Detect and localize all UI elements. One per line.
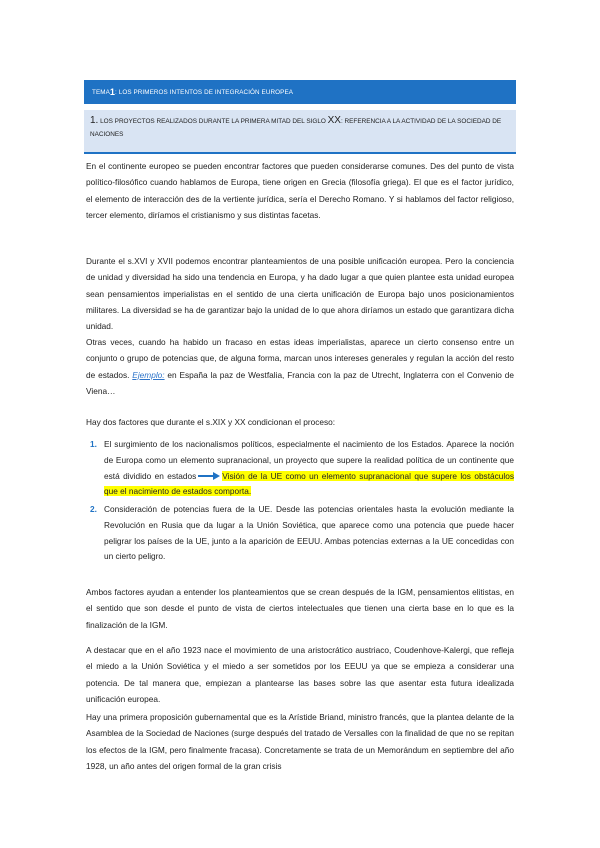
paragraph-1 — [86, 158, 514, 223]
section-number: 1. — [90, 115, 99, 126]
paragraph-5 — [86, 584, 514, 633]
section-heading — [84, 110, 516, 154]
paragraph-6-text: A destacar que en el año 1923 nace el movimiento de una aristocrático austriaco, Coudenhove-Kalergi, que refleja el miedo a la Unión Soviética y el miedo a ser sometidos por los EEUU ya que se empieza a considerar una potencia. De tal manera que, empiezan a plantearse las bases sobre las que asentar esta futura idealizada unificación europea. — [86, 645, 514, 704]
topic-header — [84, 80, 516, 104]
paragraph-6 — [86, 642, 514, 707]
list-item-number: 1. — [90, 439, 97, 449]
paragraph-2-text: Durante el s.XVI y XVII podemos encontrar planteamientos de una posible unificación europea. Pero la conciencia de unidad y diversidad ha sido una tendencia en Europa, y ha dado lugar a que quien plantee esta unidad europea sean pensamientos imperialistas en el sentido de una cierta unificación de Europa bajo unos posicionamientos militares. La diversidad se ha de garantizar bajo la unidad de lo que ahora diríamos un estado que garantizara dicha unidad. — [86, 256, 514, 332]
paragraph-7 — [86, 709, 514, 774]
paragraph-5-text: Ambos factores ayudan a entender los planteamientos que se crean después de la IGM, pensamientos elitistas, en el sentido que son desde el punto de vista de ciertos intelectuales que tienen una cierta base en lo que es la finalización de la IGM. — [86, 587, 514, 630]
topic-title: : LOS PRIMEROS INTENTOS DE INTEGRACIÓN EUROPEA — [115, 88, 294, 96]
list-item-text: El surgimiento de los nacionalismos políticos, especialmente el nacimiento de los Estados. Aparece la noción de Europa como un elemento supranacional, un proyecto que supere la realidad política de un continente que está dividido en estados — [104, 439, 514, 481]
paragraph-1-text: En el continente europeo se pueden encontrar factores que pueden considerarse comunes. Des del punto de vista político-filosófico cuando hablamos de Europa, tiene origen en Grecia (filosofía griega). El que es el factor jurídico, el elemento de interacción des de la vertiente jurídica, sería el Derecho Romano. Y si hablamos del factor religioso, tercer elemento, diríamos el cristianismo y sus distintas facetas. — [86, 161, 514, 220]
list-item-number: 2. — [90, 504, 97, 514]
section-title-part2: : REFERENCIA A LA ACTIVIDAD DE LA SOCIEDAD DE NACIONES — [90, 118, 502, 138]
list-item — [90, 502, 514, 565]
paragraph-3-text-before: Otras veces, cuando ha habido un fracaso en estas ideas imperialistas, aparece un cierto consenso entre un conjunto o grupo de potencias que, de alguna forma, marcan unos intereses generales y regulan la acción del resto de estados. — [86, 337, 514, 380]
arrow-right-icon — [198, 472, 220, 480]
list-item-text: Consideración de potencias fuera de la UE. Desde las potencias orientales hasta la evolución mediante la Revolución en Rusia que da lugar a la Unión Soviética, que aparece como una potencia que puede hacer peligrar los países de la UE, junto a la aparición de EEUU. Ambas potencias externas a la UE concedidas con un cierto peligro. — [104, 504, 514, 562]
paragraph-3 — [86, 334, 514, 399]
section-century: XX — [327, 115, 341, 126]
paragraph-4-text: Hay dos factores que durante el s.XIX y XX condicionan el proceso: — [86, 417, 336, 427]
paragraph-3-text-after: en España la paz de Westfalia, Francia con la paz de Utrecht, Inglaterra con el Convenio de Viena… — [86, 369, 514, 396]
highlighted-note: Visión de la UE como un elemento supranacional que supere los obstáculos que el nacimiento de estados comporta. — [104, 470, 514, 497]
list-item — [90, 437, 514, 500]
topic-prefix: TEMA — [92, 88, 110, 96]
topic-number: 1 — [109, 87, 116, 97]
example-link[interactable]: Ejemplo: — [132, 369, 165, 380]
paragraph-7-text: Hay una primera proposición gubernamental que es la Arístide Briand, ministro francés, que la plantea delante de la Asamblea de la Sociedad de Naciones (surge después del tratado de Versalles con la finalidad de que no se repitan los efectos de la IGM, pero finalmente fracasa). Concretamente se trata de un Memorándum en septiembre del año 1928, un año antes del origen formal de la gran crisis — [86, 712, 514, 771]
paragraph-4 — [86, 414, 514, 430]
section-title-part1: LOS PROYECTOS REALIZADOS DURANTE LA PRIMERA MITAD DEL SIGLO — [98, 118, 328, 125]
paragraph-2 — [86, 253, 514, 334]
